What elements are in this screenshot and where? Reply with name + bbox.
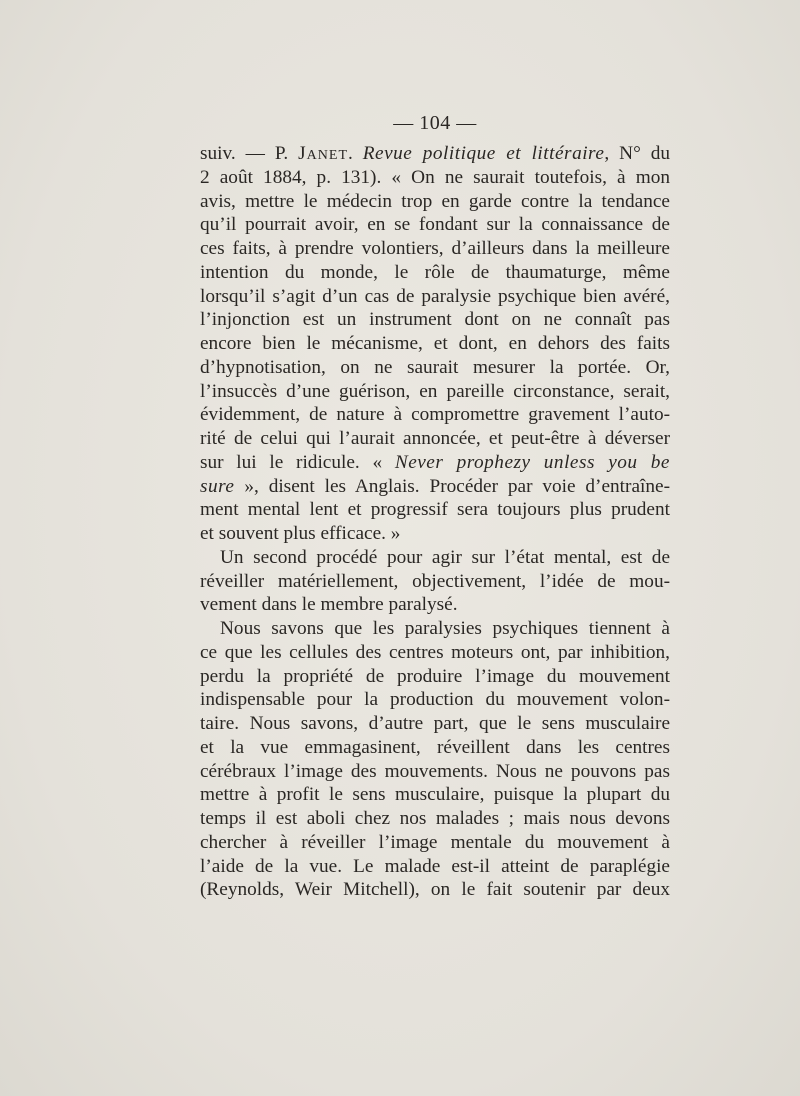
page-number: — 104 — [393, 112, 477, 134]
text-line: et souvent plus efficace. » [200, 523, 401, 544]
text-line: suiv. — P. Janet. Revue politique et littéraire, N° du [200, 143, 670, 164]
text-line: avis, mettre le médecin trop en garde contre la tendance [200, 190, 670, 212]
text-line: cérébraux l’image des mouvements. Nous ne pouvons pas [200, 760, 670, 782]
text-line: Un second procédé pour agir sur l’état mental, est de [220, 546, 670, 568]
text-line: ce que les cellules des centres moteurs ont, par inhibition, [200, 641, 670, 663]
text-line: indispensable pour la production du mouvement volon- [200, 689, 670, 711]
text-line: l’aide de la vue. Le malade est-il atteint de paraplégie [200, 855, 670, 877]
text-line: qu’il pourrait avoir, en se fondant sur la connaissance de [200, 214, 670, 236]
text-line: ces faits, à prendre volontiers, d’ailleurs dans la meilleure [200, 238, 670, 259]
text-line: vement dans le membre paralysé. [200, 594, 458, 616]
journal-title: Revue politique et littéraire [362, 143, 605, 164]
text-line: et la vue emmagasinent, réveillent dans les centres [200, 736, 670, 758]
text-line: sure », disent les Anglais. Procéder par voie d’entraîne- [200, 475, 670, 497]
body-text [200, 142, 670, 902]
text-line: l’insuccès d’une guérison, en pareille circonstance, serait, [200, 380, 670, 402]
text-line: temps il est aboli chez nos malades ; mais nous devons [200, 808, 670, 829]
text-line: ment mental lent et progressif sera toujours plus prudent [200, 499, 670, 521]
text-line: lorsqu’il s’agit d’un cas de paralysie psychique bien avéré, [200, 285, 670, 307]
text-line: intention du monde, le rôle de thaumaturge, même [200, 261, 670, 283]
text-line: d’hypnotisation, on ne saurait mesurer la portée. Or, [200, 356, 670, 378]
text-line: taire. Nous savons, d’autre part, que le sens musculaire [200, 713, 670, 734]
text-line: évidemment, de nature à compromettre gravement l’auto- [200, 404, 670, 426]
text-line: rité de celui qui l’aurait annoncée, et peut-être à déverser [200, 428, 670, 449]
text-line: mettre à profit le sens musculaire, puisque la plupart du [200, 784, 670, 806]
text-line: encore bien le mécanisme, et dont, en dehors des faits [200, 333, 670, 354]
text-line: Nous savons que les paralysies psychiques tiennent à [220, 618, 670, 639]
text-line: sur lui le ridicule. « Never prophezy unless you be [200, 451, 670, 473]
text-line: 2 août 1884, p. 131). « On ne saurait toutefois, à mon [200, 166, 670, 188]
text-line: perdu la propriété de produire l’image du mouvement [200, 665, 670, 687]
text-line: l’injonction est un instrument dont on ne connaît pas [200, 309, 670, 331]
text-line: (Reynolds, Weir Mitchell), on le fait soutenir par deux [200, 879, 670, 901]
english-quote: sure [200, 475, 235, 497]
author-name: Janet [298, 143, 348, 164]
text-line: chercher à réveiller l’image mentale du mouvement à [200, 831, 670, 853]
english-quote: Never prophezy unless you be [394, 451, 670, 473]
text-line: réveiller matériellement, objectivement, l’idée de mou- [200, 570, 670, 592]
